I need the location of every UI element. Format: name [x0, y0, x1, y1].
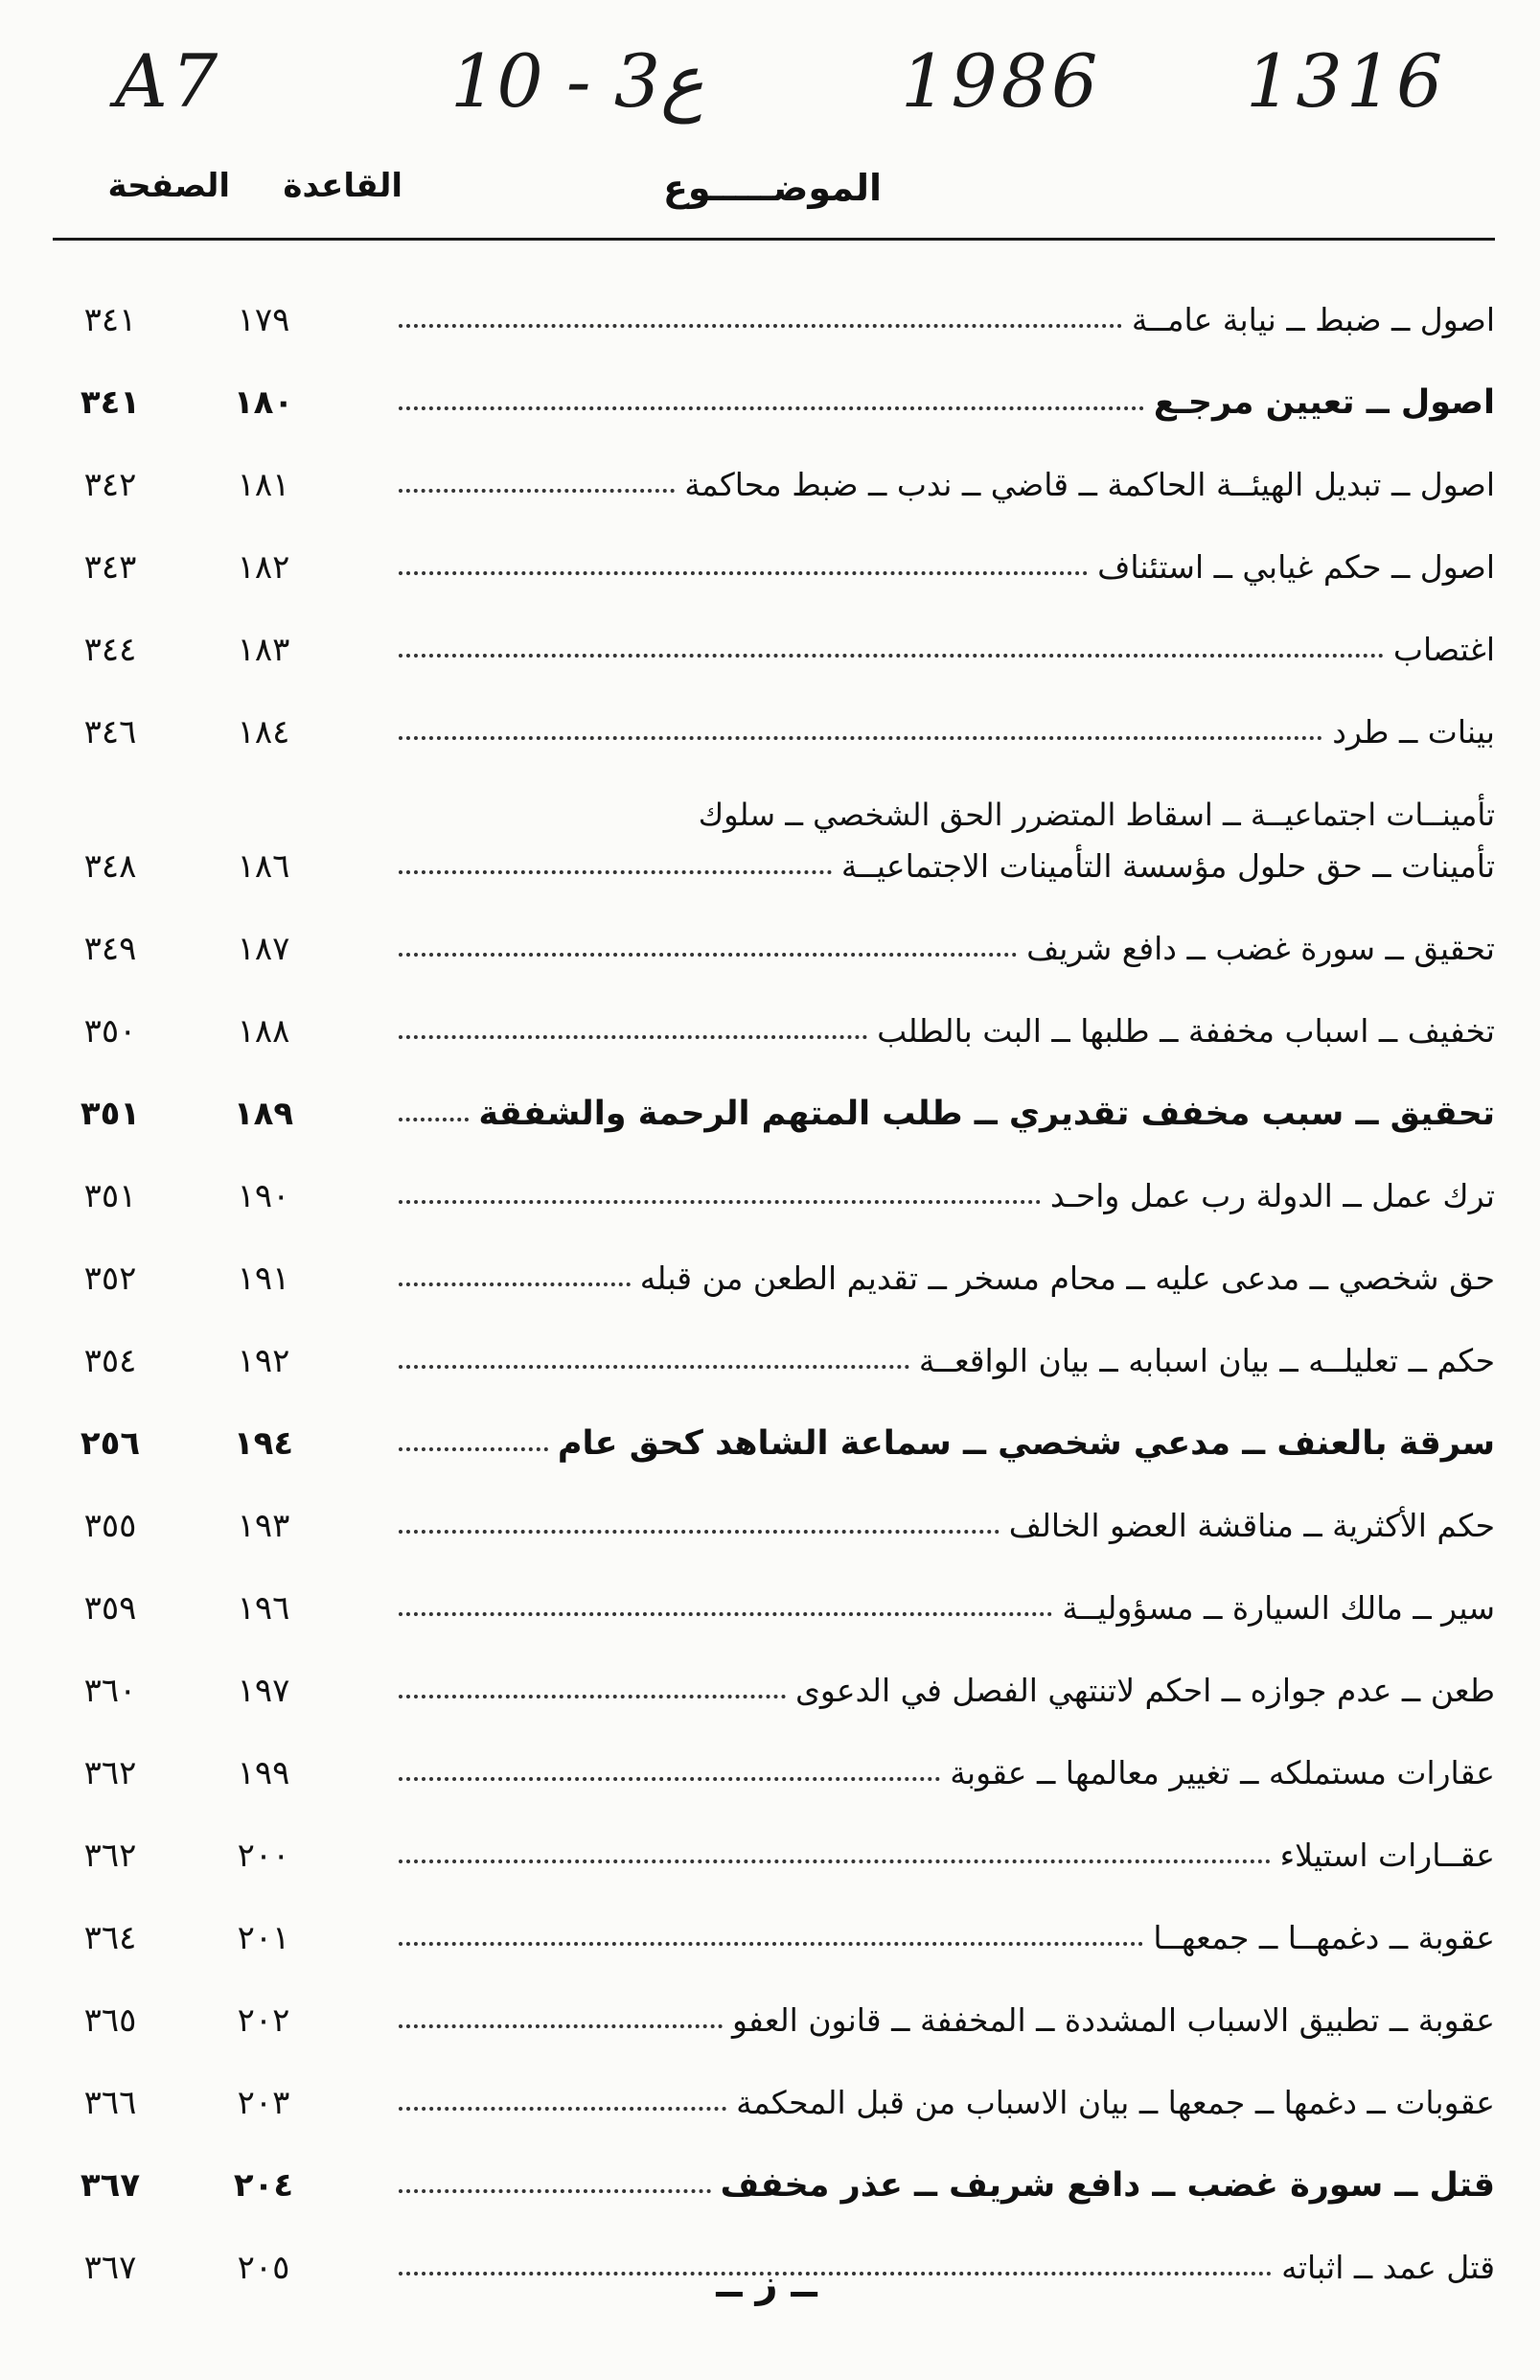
index-entry	[53, 1821, 1495, 1904]
index-entry	[53, 2151, 1495, 2233]
entry-rule: ٢٠٤	[233, 2166, 294, 2205]
dot-leader	[399, 1006, 867, 1039]
entry-topic: تأمينات ــ حق حلول مؤسسة التأمينات الاجتماعيــة	[840, 847, 1495, 885]
index-entry	[53, 286, 1495, 368]
dot-leader	[399, 1831, 1271, 1863]
entry-rule: ١٩٧	[237, 1672, 290, 1710]
dot-leader	[399, 924, 1017, 957]
dot-leader	[399, 1254, 631, 1286]
entry-rule: ١٩٩	[237, 1754, 290, 1792]
entry-page: ٣٥٢	[83, 1259, 137, 1298]
dot-leader	[399, 1171, 1041, 1204]
index-entry	[53, 1162, 1495, 1244]
index-entry	[53, 615, 1495, 698]
dot-leader	[399, 2078, 726, 2111]
index-entry	[53, 1327, 1495, 1409]
entry-page: ٣٦٥	[83, 2001, 137, 2040]
dot-leader	[399, 1336, 909, 1369]
entry-page: ٣٥١	[80, 1095, 141, 1133]
entry-page: ٣٤٤	[83, 631, 137, 669]
handwritten-code: A7	[115, 38, 222, 124]
handwritten-id: 1316	[1246, 38, 1447, 124]
entry-page: ٣٦٤	[83, 1919, 137, 1957]
header-rule: القاعدة	[283, 167, 402, 205]
dot-leader	[399, 1089, 469, 1121]
dot-leader	[399, 460, 675, 493]
index-entry	[53, 1656, 1495, 1739]
dot-leader	[399, 295, 1122, 328]
entry-topic: اغتصاب	[1392, 631, 1495, 668]
index-entry	[53, 451, 1495, 533]
entry-page: ٣٥٤	[83, 1342, 137, 1380]
entry-topic: اصول ــ تبديل الهيئــة الحاكمة ــ قاضي ــ ندب ــ ضبط محاكمة	[684, 466, 1495, 503]
entry-rule: ٢٠٣	[237, 2084, 290, 2122]
entry-rule: ١٨٧	[237, 930, 290, 968]
dot-leader	[399, 1996, 723, 2028]
entry-rule: ٢٠٠	[237, 1837, 290, 1875]
entry-page: ٣٥٠	[83, 1012, 137, 1051]
dot-leader	[399, 1913, 1143, 1946]
entry-page: ٣٥٩	[83, 1589, 137, 1628]
page-marker: ــ ز ــ	[716, 2262, 817, 2306]
entry-topic: عقــارات استيلاء	[1279, 1837, 1495, 1874]
entry-rule: ١٨٠	[233, 383, 294, 422]
entry-topic: عقارات مستملكه ــ تغيير معالمها ــ عقوبة	[950, 1754, 1495, 1791]
entry-rule: ١٨١	[237, 466, 290, 504]
entry-page: ٣٦٢	[83, 1837, 137, 1875]
dot-leader	[399, 378, 1144, 410]
handwritten-year: 1986	[901, 38, 1102, 124]
entry-topic: تخفيف ــ اسباب مخففة ــ طلبها ــ البت بالطلب	[877, 1012, 1495, 1050]
entry-rule: ١٩٢	[237, 1342, 290, 1380]
entry-rule: ١٩٤	[233, 1424, 294, 1463]
entry-page: ٣٦٠	[83, 1672, 137, 1710]
dot-leader	[399, 707, 1322, 740]
index-entry	[53, 368, 1495, 451]
entry-rule: ١٩١	[237, 1259, 290, 1298]
entry-page: ٣٦٦	[83, 2084, 137, 2122]
index-entry	[53, 1244, 1495, 1327]
header-page: الصفحة	[107, 167, 230, 205]
entry-topic: قتل ــ سورة غضب ــ دافع شريف ــ عذر مخفف	[720, 2166, 1495, 2205]
entry-topic: سرقة بالعنف ــ مدعي شخصي ــ سماعة الشاهد كحق عام	[557, 1424, 1495, 1463]
index-entry	[53, 1904, 1495, 1986]
entry-page: ٣٤٣	[83, 548, 137, 587]
index-entry	[53, 1409, 1495, 1491]
dot-leader	[399, 1501, 1000, 1534]
entry-page: ٣٤٦	[83, 713, 137, 751]
entry-topic: عقوبات ــ دغمها ــ جمعها ــ بيان الاسباب من قبل المحكمة	[736, 2084, 1495, 2121]
entry-page: ٣٥١	[83, 1177, 137, 1215]
dot-leader	[399, 1583, 1052, 1616]
index-entry	[53, 1739, 1495, 1821]
entry-topic: سير ــ مالك السيارة ــ مسؤوليــة	[1062, 1589, 1495, 1627]
entry-rule: ١٨٨	[237, 1012, 290, 1051]
entry-rule: ٢٠١	[237, 1919, 290, 1957]
entry-topic: حق شخصي ــ مدعى عليه ــ محام مسخر ــ تقديم الطعن من قبله	[639, 1259, 1495, 1297]
header-divider	[53, 238, 1495, 241]
index-entry	[53, 914, 1495, 997]
entry-page: ٣٤٨	[83, 847, 137, 886]
entry-topic: ترك عمل ــ الدولة رب عمل واحـد	[1049, 1177, 1495, 1214]
entry-rule: ١٩٣	[237, 1507, 290, 1545]
entry-topic: حكم ــ تعليلــه ــ بيان اسبابه ــ بيان الواقعــة	[918, 1342, 1495, 1379]
entry-rule: ١٨٢	[237, 548, 290, 587]
dot-leader	[399, 1419, 548, 1451]
header-topic: الموضـــــوع	[662, 167, 882, 209]
entry-topic: تحقيق ــ سورة غضب ــ دافع شريف	[1026, 930, 1495, 967]
index-entry	[53, 698, 1495, 780]
index-entry	[53, 780, 1495, 914]
entry-topic: طعن ــ عدم جوازه ــ احكم لاتنتهي الفصل في الدعوى	[795, 1672, 1495, 1709]
entry-page: ٣٤١	[80, 383, 141, 422]
index-entry	[53, 1574, 1495, 1656]
entry-rule: ١٩٠	[237, 1177, 290, 1215]
index-entry	[53, 1986, 1495, 2068]
entry-rule: ١٨٣	[237, 631, 290, 669]
entry-rule: ١٧٩	[237, 301, 290, 339]
entry-page: ٣٤٩	[83, 930, 137, 968]
index-entry	[53, 997, 1495, 1079]
entry-page: ٣٦٧	[83, 2249, 137, 2287]
entry-topic: تحقيق ــ سبب مخفف تقديري ــ طلب المتهم الرحمة والشفقة	[478, 1095, 1495, 1133]
index-entries	[53, 286, 1495, 2316]
entry-rule: ١٨٩	[233, 1095, 294, 1133]
entry-topic: اصول ــ حكم غيابي ــ استئناف	[1097, 548, 1495, 586]
entry-rule: ١٨٦	[237, 847, 290, 886]
entry-rule: ١٨٤	[237, 713, 290, 751]
dot-leader	[399, 1666, 786, 1698]
entry-page: ٣٤١	[83, 301, 137, 339]
entry-note: تأمينــات اجتماعيــة ــ اسقاط المتضرر الحق الشخصي ــ سلوك	[698, 797, 1495, 833]
entry-page: ٢٥٦	[80, 1424, 141, 1463]
dot-leader	[399, 543, 1088, 575]
dot-leader	[399, 842, 832, 874]
entry-topic: اصول ــ ضبط ــ نيابة عامــة	[1131, 301, 1495, 338]
entry-topic: اصول ــ تعيين مرجـع	[1153, 383, 1495, 422]
dot-leader	[399, 1748, 940, 1781]
entry-topic: قتل عمد ــ اثباته	[1281, 2249, 1495, 2286]
entry-topic: عقوبة ــ دغمهــا ــ جمعهــا	[1153, 1919, 1495, 1956]
entry-rule: ٢٠٥	[237, 2249, 290, 2287]
index-entry	[53, 533, 1495, 615]
entry-page: ٣٦٧	[80, 2166, 141, 2205]
entry-page: ٣٦٢	[83, 1754, 137, 1792]
dot-leader	[399, 625, 1384, 658]
index-header	[53, 163, 1495, 230]
entry-page: ٣٤٢	[83, 466, 137, 504]
handwritten-number: 10 - 3ع	[450, 38, 704, 124]
index-entry	[53, 1491, 1495, 1574]
index-entry	[53, 2068, 1495, 2151]
entry-rule: ١٩٦	[237, 1589, 290, 1628]
entry-topic: بينات ــ طرد	[1332, 713, 1495, 751]
entry-topic: عقوبة ــ تطبيق الاسباب المشددة ــ المخففة ــ قانون العفو	[731, 2001, 1495, 2039]
dot-leader	[399, 2160, 711, 2193]
entry-rule: ٢٠٢	[237, 2001, 290, 2040]
index-entry	[53, 1079, 1495, 1162]
entry-topic: حكم الأكثرية ــ مناقشة العضو الخالف	[1008, 1507, 1495, 1544]
entry-page: ٣٥٥	[83, 1507, 137, 1545]
